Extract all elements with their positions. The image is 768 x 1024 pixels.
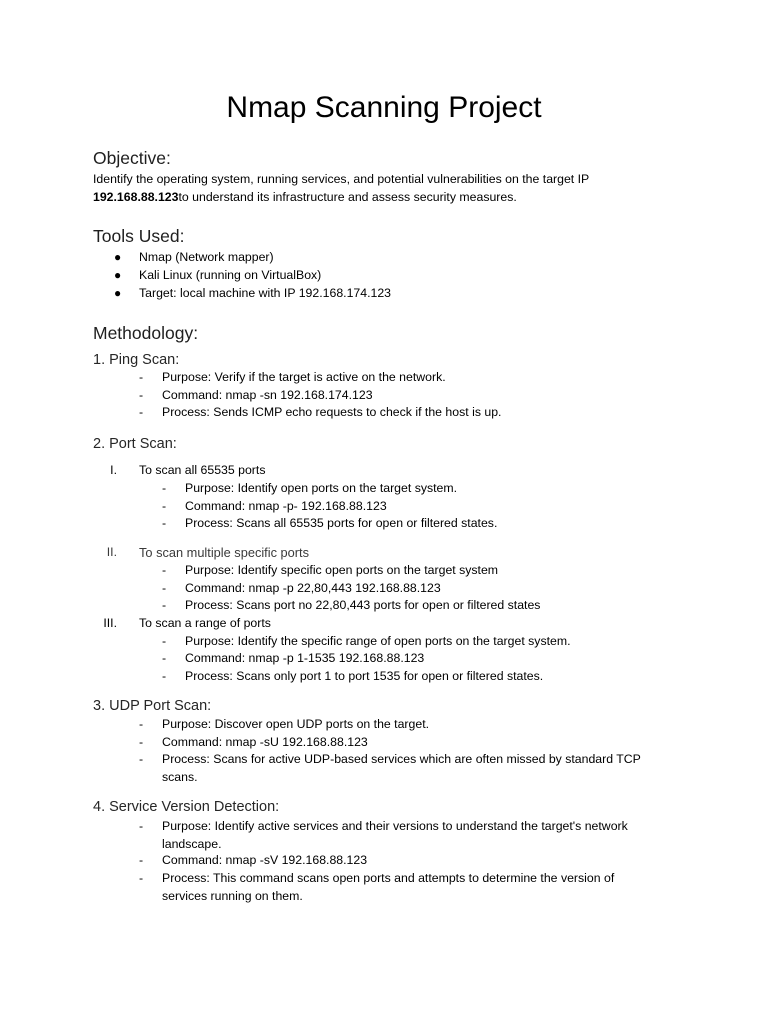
ping-scan-heading: 1. Ping Scan: [93, 352, 180, 368]
port-subsection-label: To scan a range of ports [139, 616, 271, 630]
port-scan-heading: 2. Port Scan: [93, 436, 177, 452]
dash-marker: - [162, 634, 167, 648]
service-item: Process: This command scans open ports and attempts to determine the version of services running on them. [162, 871, 615, 903]
methodology-heading: Methodology: [93, 323, 199, 343]
service-item: Command: nmap -sV 192.168.88.123 [162, 853, 368, 867]
port-item: Command: nmap -p 1-1535 192.168.88.123 [185, 651, 425, 665]
page-title: Nmap Scanning Project [226, 91, 542, 124]
dash-marker: - [139, 370, 144, 384]
port-subsection-label: To scan multiple specific ports [139, 545, 309, 560]
objective-ip: 192.168.88.123 [93, 189, 179, 204]
port-subsection-label: To scan all 65535 ports [139, 463, 266, 477]
dash-marker: - [139, 388, 144, 402]
dash-marker: - [139, 819, 144, 833]
port-item: Process: Scans all 65535 ports for open or filtered states. [185, 516, 498, 530]
ping-item: Process: Sends ICMP echo requests to check if the host is up. [162, 405, 502, 419]
port-item: Purpose: Identify the specific range of open ports on the target system. [185, 634, 571, 648]
bullet-icon: ● [114, 268, 122, 282]
service-item: Purpose: Identify active services and their versions to understand the target's network landscape. [162, 819, 628, 851]
udp-item: Purpose: Discover open UDP ports on the target. [162, 717, 430, 731]
dash-marker: - [162, 516, 167, 530]
tools-item: Target: local machine with IP 192.168.174.123 [139, 286, 392, 300]
port-item: Purpose: Identify open ports on the target system. [185, 481, 458, 495]
tools-heading: Tools Used: [93, 226, 185, 246]
dash-marker: - [139, 752, 144, 766]
udp-scan-heading: 3. UDP Port Scan: [93, 698, 212, 714]
dash-marker: - [162, 563, 167, 577]
dash-marker: - [162, 651, 167, 665]
port-item: Command: nmap -p 22,80,443 192.168.88.123 [185, 581, 441, 595]
tools-item: Kali Linux (running on VirtualBox) [139, 268, 322, 282]
dash-marker: - [162, 581, 167, 595]
dash-marker: - [139, 735, 144, 749]
dash-marker: - [139, 717, 144, 731]
ping-item: Command: nmap -sn 192.168.174.123 [162, 388, 373, 402]
objective-paragraph [93, 171, 693, 206]
objective-text-after: to understand its infrastructure and assess security measures. [178, 189, 517, 204]
dash-marker: - [139, 853, 144, 867]
dash-marker: - [162, 598, 167, 612]
bullet-icon: ● [114, 286, 122, 300]
roman-numeral: II. [106, 545, 117, 559]
dash-marker: - [162, 499, 167, 513]
bullet-icon: ● [114, 250, 122, 264]
port-item: Process: Scans port no 22,80,443 ports for open or filtered states [185, 598, 541, 612]
port-item: Command: nmap -p- 192.168.88.123 [185, 499, 387, 513]
udp-item: Process: Scans for active UDP-based services which are often missed by standard TCP scans. [162, 752, 641, 784]
port-item: Purpose: Identify specific open ports on the target system [185, 563, 499, 577]
dash-marker: - [162, 481, 167, 495]
dash-marker: - [162, 669, 167, 683]
tools-item: Nmap (Network mapper) [139, 250, 274, 264]
roman-numeral: III. [103, 616, 117, 630]
dash-marker: - [139, 405, 144, 419]
service-detection-heading: 4. Service Version Detection: [93, 799, 280, 815]
ping-item: Purpose: Verify if the target is active on the network. [162, 370, 446, 384]
objective-heading: Objective: [93, 148, 171, 168]
objective-text-before: Identify the operating system, running services, and potential vulnerabilities on the target IP [93, 172, 590, 186]
dash-marker: - [139, 871, 144, 885]
roman-numeral: I. [110, 463, 117, 477]
port-item: Process: Scans only port 1 to port 1535 for open or filtered states. [185, 669, 544, 683]
udp-item: Command: nmap -sU 192.168.88.123 [162, 735, 368, 749]
